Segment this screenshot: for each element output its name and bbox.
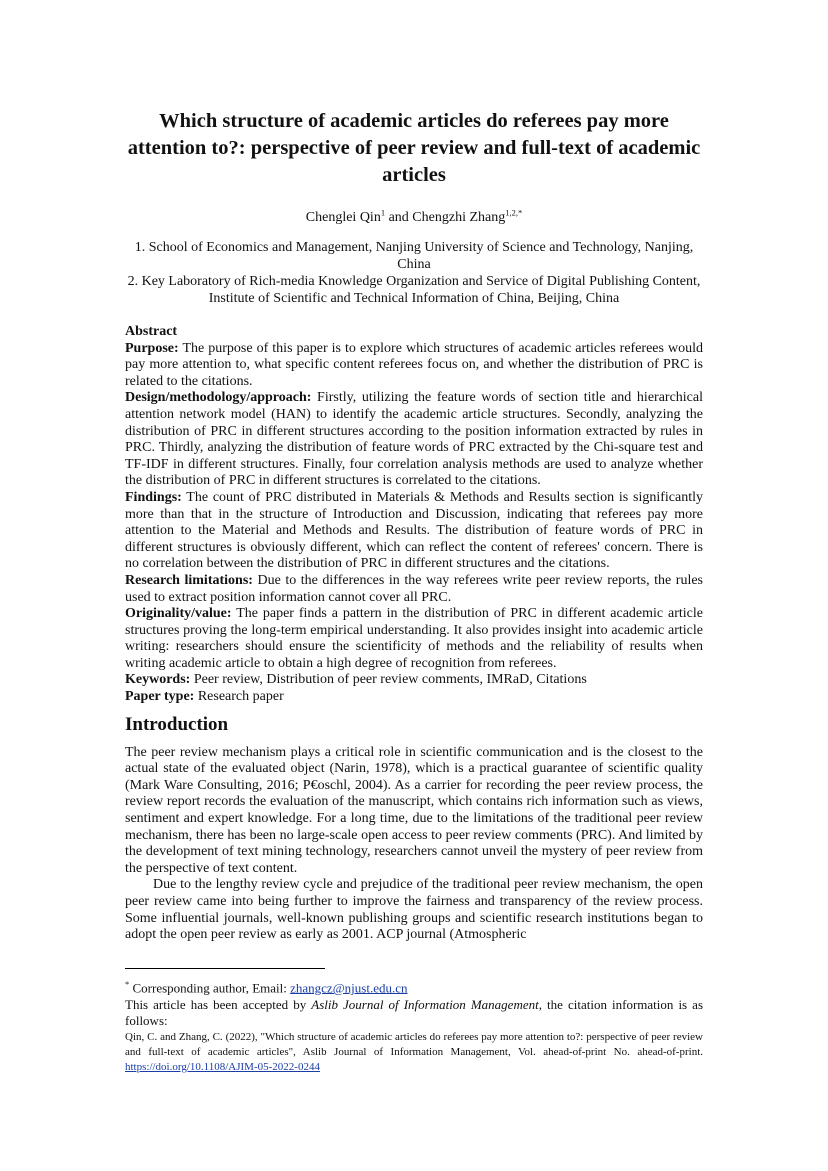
originality-text: The paper finds a pattern in the distribution of PRC in different academic article structures proving the long-term empirical understanding. It also provides insight into academic article writing: researchers should ensure the scientificity of methods and the reliability of results when writing academic article to obtain a high degree of recognition from referees. bbox=[125, 606, 703, 671]
citation-text: Qin, C. and Zhang, C. (2022), "Which structure of academic articles do referees pay more attention to?: perspective of peer review and full-text of academic articles", Aslib Journal of Information Management, Vol. ahead-of-print No. ahead-of-print. bbox=[125, 1030, 703, 1058]
abstract-originality bbox=[125, 606, 703, 672]
findings-text: The count of PRC distributed in Materials & Methods and Results section is significantly more than that in the structure of Introduction and Discussion, indicating that referees pay more attention to the Material and Methods and Results. The distribution of feature words of PRC in different structures is obviously different, which can reflect the content of referees' concern. There is no correlation between the distribution of PRC in different structures and the citations. bbox=[125, 489, 703, 572]
affiliation-item: 2. Key Laboratory of Rich-media Knowledge Organization and Service of Digital Publishing Content, Institute of Scientific and Technical Information of China, Beijing, China bbox=[127, 274, 701, 306]
footnote-text: Corresponding author, Email: bbox=[129, 980, 291, 996]
abstract bbox=[125, 324, 703, 706]
footnote-mark: * bbox=[125, 979, 130, 989]
footnote-corresponding bbox=[125, 976, 703, 997]
footnote-text: This article has been accepted by bbox=[125, 996, 312, 1012]
body-paragraph: Due to the lengthy review cycle and prejudice of the traditional peer review mechanism, the open peer review came into being further to improve the fairness and transparency of the review process. Some influential journals, well-known publishing groups and scientific research institutions began to adopt the open peer review as early as 2001. ACP journal (Atmospheric bbox=[125, 877, 703, 943]
purpose-text: The purpose of this paper is to explore which structures of academic articles referees would pay more attention to, what specific content referees focus on, and whether the distribution of PRC is related to the citations. bbox=[125, 340, 703, 389]
author-affil-mark: 1,2,* bbox=[505, 207, 523, 218]
abstract-papertype bbox=[125, 689, 703, 706]
paper-title: Which structure of academic articles do referees pay more attention to?: perspective of peer review and full-text of academic articles bbox=[127, 110, 701, 186]
paper-page bbox=[125, 108, 703, 944]
originality-label: Originality/value: bbox=[125, 606, 232, 622]
introduction-body bbox=[125, 745, 703, 944]
abstract-limitations bbox=[125, 573, 703, 606]
author-line bbox=[125, 209, 703, 227]
author-conjunction: and bbox=[385, 210, 413, 225]
papertype-text: Research paper bbox=[194, 689, 284, 705]
footnote-text: , the citation information is as follows: bbox=[125, 996, 703, 1029]
design-label: Design/methodology/approach: bbox=[125, 390, 312, 406]
papertype-label: Paper type: bbox=[125, 689, 195, 705]
footnotes bbox=[125, 976, 703, 1075]
author-name: Chenglei Qin bbox=[305, 210, 381, 225]
limitations-text: Due to the differences in the way referees write peer review reports, the rules used to extract position information cannot cover all PRC. bbox=[125, 572, 703, 605]
keywords-label: Keywords: bbox=[125, 672, 191, 688]
affiliations bbox=[125, 239, 703, 307]
author-name: Chengzhi Zhang bbox=[412, 210, 506, 225]
footnote-rule bbox=[125, 968, 325, 969]
journal-name: Aslib Journal of Information Management bbox=[311, 996, 539, 1012]
author-affil-mark: 1 bbox=[380, 207, 386, 218]
abstract-purpose bbox=[125, 341, 703, 391]
introduction-heading: Introduction bbox=[125, 713, 229, 735]
body-paragraph: The peer review mechanism plays a critical role in scientific communication and is the closest to the actual state of the evaluated object (Narin, 1978), which is a practical guarantee of scientific quality (Mark Ware Consulting, 2016; P€oschl, 2004). As a carrier for recording the peer review process, the review report records the evaluation of the manuscript, which contains rich information such as views, sentiment and expert knowledge. For a long time, due to the limitations of the traditional peer review mechanism, there has been no large-scale open access to peer review comments (PRC). And limited by the development of text mining technology, researchers cannot unveil the mystery of peer review from the perspective of text content. bbox=[125, 744, 703, 876]
design-text: Firstly, utilizing the feature words of section title and hierarchical attention network model (HAN) to identify the academic article structures. Secondly, analyzing the distribution of PRC in different structures according to the position information extracted by rules in PRC. Thirdly, analyzing the distribution of feature words of PRC extracted by the Chi-square test and TF-IDF in different structures. Finally, four correlation analysis methods are used to analyze whether the distribution of PRC in different structures is correlated to the citations. bbox=[125, 390, 703, 489]
abstract-heading: Abstract bbox=[125, 324, 178, 339]
footnote-accepted bbox=[125, 997, 703, 1030]
abstract-findings bbox=[125, 490, 703, 573]
doi-link[interactable]: https://doi.org/10.1108/AJIM-05-2022-0244 bbox=[125, 1060, 320, 1073]
abstract-design bbox=[125, 390, 703, 490]
purpose-label: Purpose: bbox=[125, 340, 179, 356]
findings-label: Findings: bbox=[125, 489, 182, 505]
limitations-label: Research limitations: bbox=[125, 572, 253, 588]
abstract-keywords bbox=[125, 672, 703, 689]
keywords-text: Peer review, Distribution of peer review comments, IMRaD, Citations bbox=[190, 672, 587, 688]
footnote-citation bbox=[125, 1030, 703, 1075]
affiliation-item: 1. School of Economics and Management, Nanjing University of Science and Technology, Nanjing, China bbox=[134, 240, 694, 272]
email-link[interactable]: zhangcz@njust.edu.cn bbox=[290, 980, 408, 996]
